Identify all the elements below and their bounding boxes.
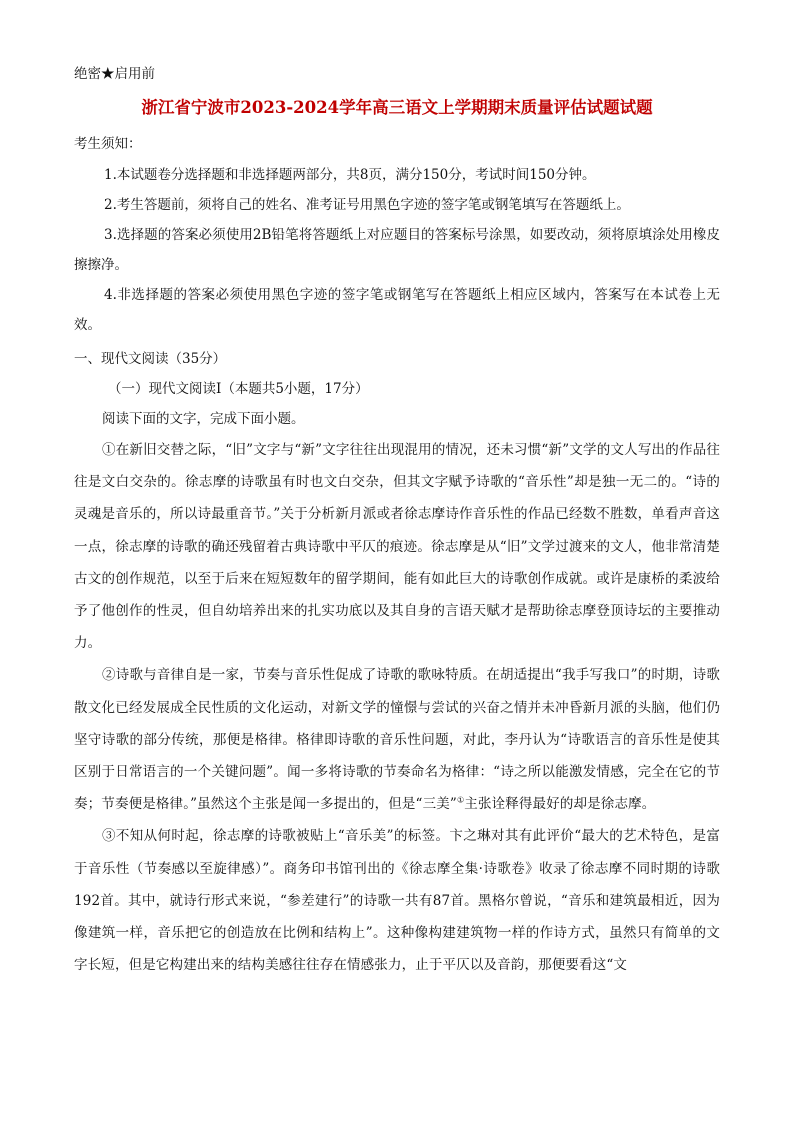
passage-paragraph-2 xyxy=(74,659,720,820)
notice-item-2: 2.考生答题前，须将自己的姓名、准考证号用黑色字迹的签字笔或钢笔填写在答题纸上。 xyxy=(104,197,630,213)
passage-paragraph-3: ③不知从何时起，徐志摩的诗歌被贴上“音乐美”的标签。卞之琳对其有此评价“最大的艺术特色，是富于音乐性（节奏感以至旋律感）”。商务印书馆刊出的《徐志摩全集·诗歌卷》收录了徐志摩不同时期的诗歌192首。其中，就诗行形式来说，“参差建行”的诗歌一共有87首。黑格尔曾说，“音乐和建筑最相近，因为像建筑一样，音乐把它的创造放在比例和结构上”。这种像构建建筑物一样的作诗方式，虽然只有简单的文字长短，但是它构建出来的结构美感往往存在情感张力，止于平仄以及音韵，那便要看这“文 xyxy=(74,828,720,974)
confidential-label: 绝密★启用前 xyxy=(74,66,155,82)
passage-paragraph-2-text-b: 主张诠释得最好的却是徐志摩。 xyxy=(464,796,656,813)
passage-paragraph-2-text-a: ②诗歌与音律自是一家，节奏与音乐性促成了诗歌的歌咏特质。在胡适提出“我手写我口”的时期，诗歌散文化已经发展成全民性质的文化运动，对新文学的憧憬与尝试的兴奋之情并未冲昏新月派的头脑，他们仍坚守诗歌的部分传统，那便是格律。格律即诗歌的音乐性问题，对此，李丹认为“诗歌语言的音乐性是使其区别于日常语言的一个关键问题”。闻一多将诗歌的节奏命名为格律：“诗之所以能激发情感，完全在它的节奏；节奏便是格律。”虽然这个主张是闻一多提出的，但是“三美” xyxy=(74,667,720,813)
subsection-heading-reading-1: （一）现代文阅读Ⅰ（本题共5小题，17分） xyxy=(108,381,369,397)
passage-paragraph-1: ①在新旧交替之际，“旧”文字与“新”文字往往出现混用的情况，还未习惯“新”文学的文人写出的作品往往是文白交杂的。徐志摩的诗歌虽有时也文白交杂，但其文字赋予诗歌的“音乐性”却是独一无二的。“诗的灵魂是音乐的，所以诗最重音节。”关于分析新月派或者徐志摩诗作音乐性的作品已经数不胜数，单看声音这一点，徐志摩的诗歌的确还残留着古典诗歌中平仄的痕迹。徐志摩是从“旧”文学过渡来的文人，他非常清楚古文的创作规范，以至于后来在短短数年的留学期间，能有如此巨大的诗歌创作成就。或许是康桥的柔波给予了他创作的性灵，但自幼培养出来的扎实功底以及其自身的言语天赋才是帮助徐志摩登顶诗坛的主要推动力。 xyxy=(74,442,720,652)
notice-heading: 考生须知： xyxy=(74,136,142,152)
notice-item-3: 3.选择题的答案必须使用2B铅笔将答题纸上对应题目的答案标号涂黑，如要改动，须将原填涂处用橡皮擦擦净。 xyxy=(74,227,720,273)
reading-instruction: 阅读下面的文字，完成下面小题。 xyxy=(102,411,305,427)
section-heading-modern-reading: 一、现代文阅读（35分） xyxy=(74,351,227,367)
notice-item-4: 4.非选择题的答案必须使用黑色字迹的签字笔或钢笔写在答题纸上相应区域内，答案写在本试卷上无效。 xyxy=(74,287,720,333)
footnote-marker: ① xyxy=(456,795,465,805)
notice-item-1: 1.本试题卷分选择题和非选择题两部分，共8页，满分150分，考试时间150分钟。 xyxy=(104,167,596,183)
page-title: 浙江省宁波市2023-2024学年高三语文上学期期末质量评估试题试题 xyxy=(141,98,653,117)
